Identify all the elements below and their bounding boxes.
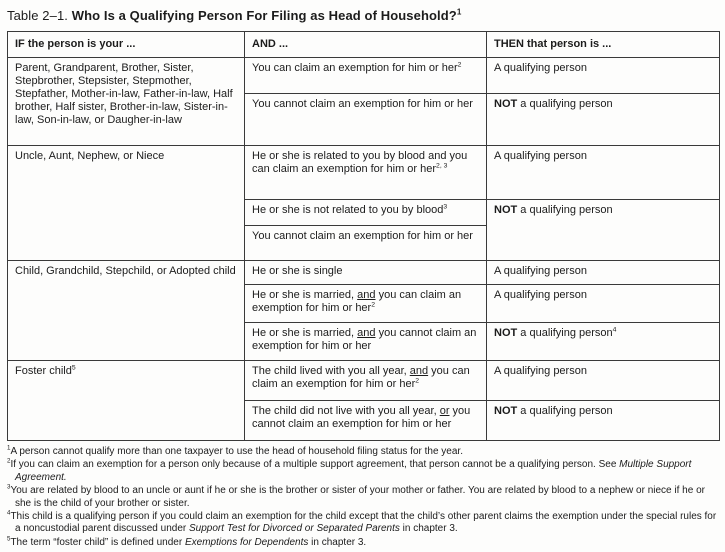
table-row	[8, 58, 720, 94]
cell-group1-if: Parent, Grandparent, Brother, Sister, Stepbrother, Stepsister, Stepmother, Stepfather, Mother-in-law, Father-in-law, Half brother, Half sister, Brother-in-law, Sister-in-law, Son-in-law, or Daugher-in-law	[8, 58, 245, 146]
cell-group2-then-2: NOT a qualifying person	[487, 200, 720, 261]
table-row	[8, 146, 720, 200]
footnote-5-number: 5	[7, 535, 11, 543]
cell-group2-then-1: A qualifying person	[487, 146, 720, 200]
footnote-5	[7, 537, 721, 549]
footnote-2-number: 2	[7, 458, 11, 466]
table-title-footnote-ref: 1	[456, 7, 462, 17]
footnote-5-text: The term “foster child” is defined under Exemptions for Dependents in chapter 3.	[10, 536, 367, 548]
cell-group3-and-1: He or she is single	[245, 261, 487, 285]
footnote-1-text: A person cannot qualify more than one taxpayer to use the head of household filing status for the year.	[10, 446, 463, 457]
cell-group1-and-2: You cannot claim an exemption for him or her	[245, 94, 487, 146]
cell-group3-then-2: A qualifying person	[487, 285, 720, 323]
footnote-2-text: If you can claim an exemption for a person only because of a multiple support agreement, that person cannot be a qualifying person. See Multiple Support Agreement.	[10, 459, 692, 483]
table-row	[8, 261, 720, 285]
footnote-1	[7, 446, 721, 458]
cell-group2-and-3: You cannot claim an exemption for him or her	[245, 226, 487, 261]
table-title-main: Who Is a Qualifying Person For Filing as Head of Household?$^1$	[71, 7, 462, 23]
cell-group4-if: Foster child$^5$	[8, 361, 245, 441]
cell-group4-and-2: The child did not live with you all year, or you cannot claim an exemption for him or her	[245, 401, 487, 441]
cell-group1-then-2: NOT a qualifying person	[487, 94, 720, 146]
table-row	[8, 361, 720, 401]
cell-group3-then-1: A qualifying person	[487, 261, 720, 285]
qualifying-person-table	[7, 31, 720, 441]
cell-group4-then-1: A qualifying person	[487, 361, 720, 401]
table-title	[7, 8, 720, 23]
cell-group2-if: Uncle, Aunt, Nephew, or Niece	[8, 146, 245, 261]
footnote-3-text: You are related by blood to an uncle or aunt if he or she is the brother or sister of your mother or father. You are related by blood to a nephew or niece if he or she is the child of your brother or sister.	[10, 485, 705, 509]
footnote-3	[7, 485, 721, 510]
footnote-1-number: 1	[7, 444, 11, 452]
header-then-column: THEN that person is ...	[487, 32, 720, 58]
cell-group3-then-3: NOT a qualifying person$^4$	[487, 323, 720, 361]
footnote-4-number: 4	[7, 509, 11, 517]
cell-group3-and-3: He or she is married, and you cannot claim an exemption for him or her	[245, 323, 487, 361]
table-title-prefix: Table 2–1.	[7, 8, 72, 23]
cell-group2-and-2: He or she is not related to you by blood$^3$	[245, 200, 487, 226]
footnote-4-text: This child is a qualifying person if you could claim an exemption for the child except that the child’s other parent claims the exemption under the special rules for a noncustodial parent discussed under Support Test for Divorced or Separated Parents in chapter 3.	[10, 510, 717, 535]
cell-group2-and-1: He or she is related to you by blood and you can claim an exemption for him or her$^{2, 3}$	[245, 146, 487, 200]
header-row	[8, 32, 720, 58]
cell-group1-and-1: You can claim an exemption for him or her$^2$	[245, 58, 487, 94]
header-if-column: IF the person is your ...	[8, 32, 245, 58]
header-and-column: AND ...	[245, 32, 487, 58]
cell-group3-if: Child, Grandchild, Stepchild, or Adopted child	[8, 261, 245, 361]
footnote-4	[7, 511, 721, 536]
cell-group4-and-1: The child lived with you all year, and you can claim an exemption for him or her$^2$	[245, 361, 487, 401]
footnote-3-number: 3	[7, 483, 11, 491]
footnote-2	[7, 459, 721, 484]
cell-group1-then-1: A qualifying person	[487, 58, 720, 94]
cell-group4-then-2: NOT a qualifying person	[487, 401, 720, 441]
cell-group3-and-2: He or she is married, and you can claim an exemption for him or her$^2$	[245, 285, 487, 323]
footnotes-section	[7, 446, 721, 549]
